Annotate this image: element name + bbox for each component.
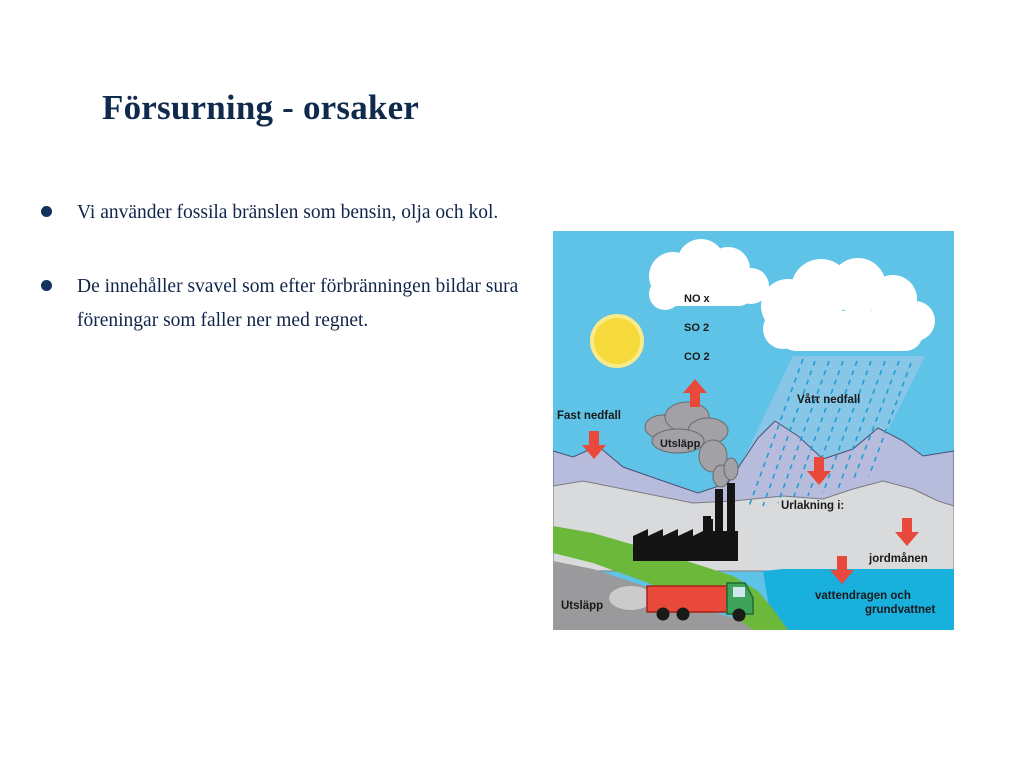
truck-emission-label: Utsläpp [561, 600, 604, 612]
slide-title: Försurning - orsaker [102, 88, 420, 127]
factory-emission-label: Utsläpp [660, 438, 701, 450]
acidification-diagram [553, 231, 954, 630]
acidification-diagram-svg [553, 231, 954, 630]
gas-label-so2: SO 2 [684, 322, 710, 334]
groundwater-label: grundvattnet [865, 604, 936, 616]
leaching-label: Urlakning i: [781, 500, 845, 512]
bullet-list [40, 196, 520, 378]
soil-label: jordmånen [869, 553, 928, 565]
bullet-item [40, 270, 520, 338]
sun-icon [592, 316, 642, 366]
wet-deposition-label: Våtτ nedfall [797, 394, 861, 406]
bullet-text: Vi använder fossila bränslen som bensin, olja och kol. [77, 202, 499, 223]
dry-deposition-label: Fast nedfall [557, 410, 621, 422]
gas-label-co2: CO 2 [684, 351, 710, 363]
bullet-item [40, 196, 520, 230]
water-label: vattendragen och [815, 590, 911, 602]
gas-label-nox: NO x [684, 293, 710, 305]
bullet-text: De innehåller svavel som efter förbränningen bildar sura föreningar som faller ner med regnet. [77, 276, 519, 331]
bullet-dot-icon [41, 206, 52, 217]
bullet-dot-icon [41, 280, 52, 291]
